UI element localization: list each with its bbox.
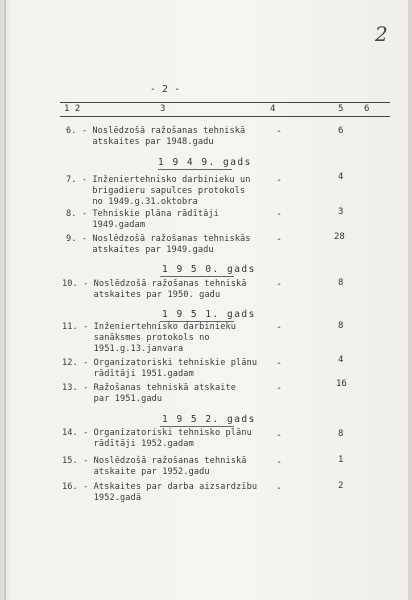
entry-11-text: 11. - Inženiertehnisko darbinieku sanāksmes protokols no 1951.g.13.janvara	[62, 322, 237, 354]
header-rule-bottom	[60, 116, 390, 117]
entry-9-col4: -	[276, 234, 283, 245]
header-col-4: 4	[270, 104, 276, 114]
year-underline-1952	[160, 426, 234, 427]
entry-11-col5: 8	[338, 321, 344, 331]
entry-16-col4: -	[276, 483, 283, 494]
entry-6-col5: 6	[338, 126, 344, 136]
entry-10-text: 10. - Noslēdzošā ražošanas tehniskā atskaites par 1950. gadu	[62, 279, 247, 300]
entry-13-col4: -	[276, 383, 283, 394]
entry-12-text: 12. - Organizatoriski tehniskie plānu rādītāji 1951.gadam	[62, 358, 258, 379]
entry-6-text: 6. - Noslēdzošā ražošanas tehniskā atskaites par 1948.gadu	[66, 126, 246, 147]
year-underline-1949	[158, 169, 232, 170]
entry-13-text: 13. - Ražošanas tehniskā atskaite par 1951.gadu	[62, 383, 237, 404]
year-heading-1950: 1 9 5 0. gads	[162, 264, 256, 275]
entry-8-text: 8. - Tehniskie plāna rādītāji 1949.gadam	[66, 209, 219, 230]
header-rule-top	[60, 102, 390, 103]
entry-8-col5: 3	[338, 207, 344, 217]
entry-14-col5: 8	[338, 429, 344, 439]
entry-15-col5: 1	[338, 455, 344, 465]
year-heading-1949: 1 9 4 9. gads	[158, 157, 252, 168]
entry-16-text: 16. - Atskaites par darba aizsardzību 1952.gadā	[62, 482, 258, 503]
entry-9-col5: 28	[334, 232, 345, 242]
entry-15-text: 15. - Noslēdzošā ražošanas tehniskā atskaite par 1952.gadu	[62, 456, 247, 477]
entry-7-text: 7. - Inženiertehnisko darbinieku un brigadieru sapulces protokols no 1949.g.31.oktobra	[66, 175, 251, 207]
year-underline-1950	[160, 276, 234, 277]
entry-10-col5: 8	[338, 278, 344, 288]
header-col-1-2: 1 2	[64, 104, 81, 114]
entry-14-col4: -	[276, 430, 283, 441]
entry-8-col4: -	[276, 209, 283, 220]
entry-13-col5: 16	[336, 379, 347, 389]
entry-7-col5: 4	[338, 172, 344, 182]
entry-7-col4: -	[276, 175, 283, 186]
entry-6-col4: -	[276, 126, 283, 137]
year-heading-1952: 1 9 5 2. gads	[162, 414, 256, 425]
entry-12-col5: 4	[338, 355, 344, 365]
entry-14-text: 14. - Organizatoriski tehnisko plānu rādītāji 1952.gadam	[62, 428, 252, 449]
entry-11-col4: -	[276, 322, 283, 333]
entry-9-text: 9. - Noslēdzošā ražošanas tehniskās atskaites par 1949.gadu	[66, 234, 251, 255]
header-col-5: 5	[338, 104, 344, 114]
entry-15-col4: -	[276, 457, 283, 468]
year-heading-1951: 1 9 5 1. gads	[162, 309, 256, 320]
entry-12-col4: -	[276, 358, 283, 369]
header-col-3: 3	[160, 104, 166, 114]
entry-16-col5: 2	[338, 481, 344, 491]
handwritten-page-number: 2	[375, 22, 388, 46]
page-marker: - 2 -	[150, 84, 181, 95]
header-col-6: 6	[364, 104, 370, 114]
entry-10-col4: -	[276, 279, 283, 290]
